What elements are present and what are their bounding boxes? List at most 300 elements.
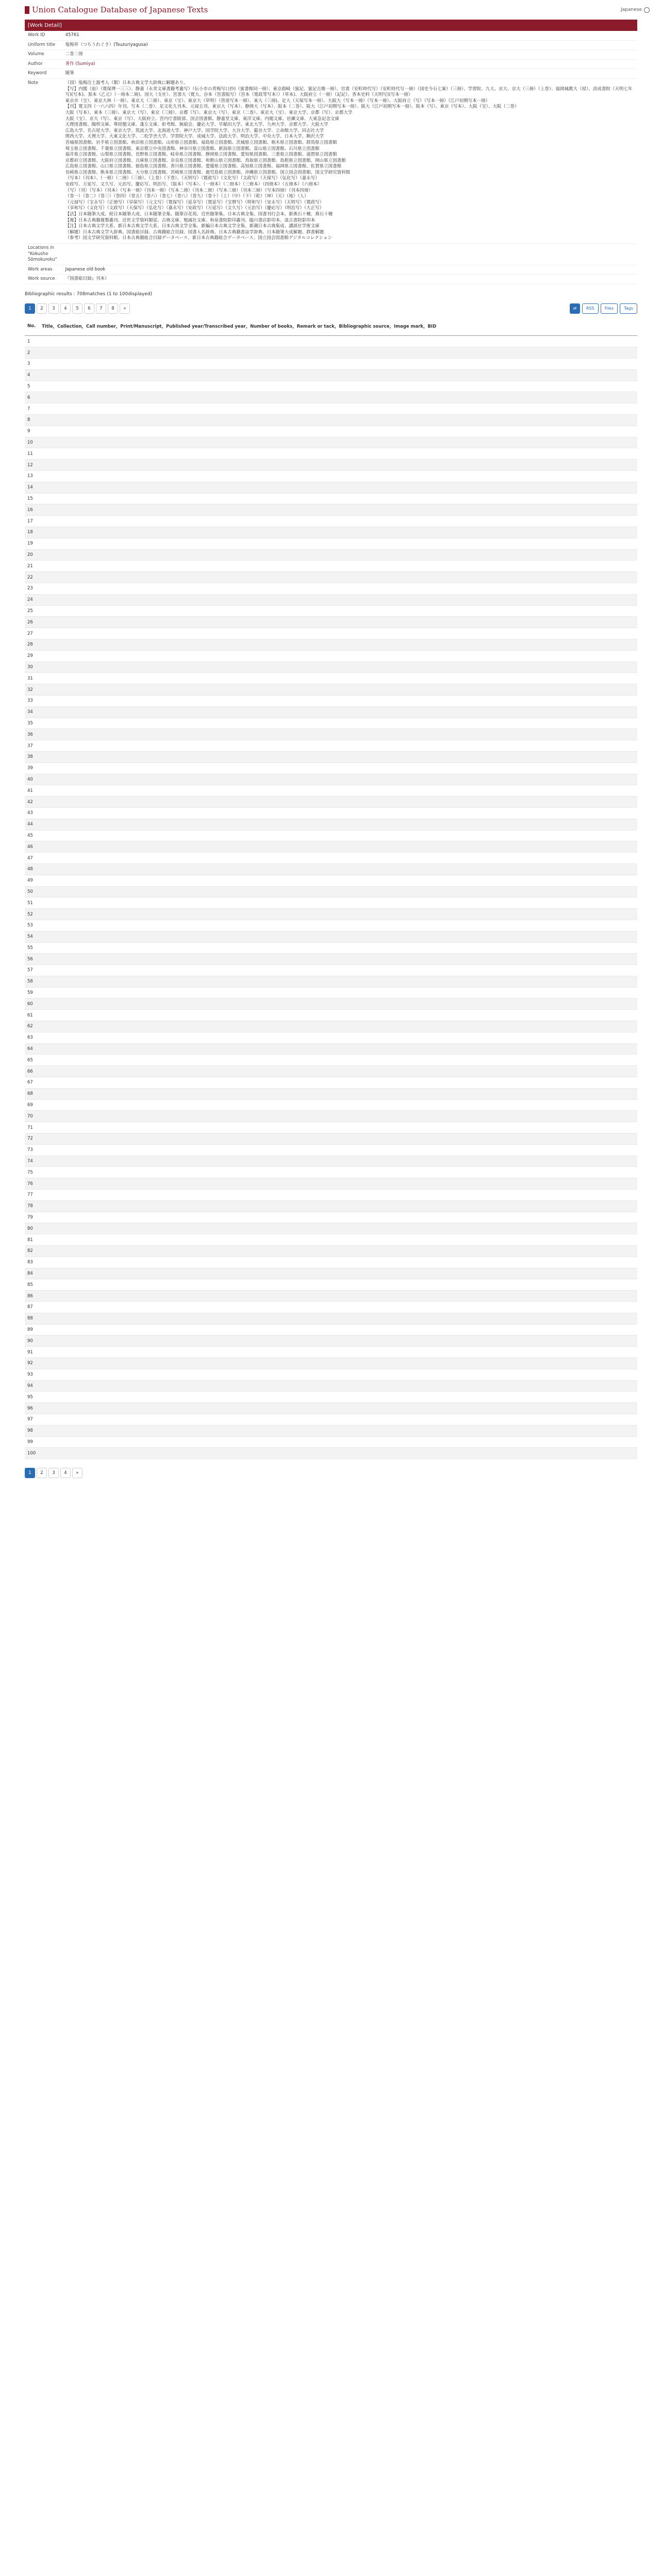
result-row[interactable]	[25, 605, 637, 617]
result-row[interactable]	[25, 504, 637, 516]
result-description[interactable]	[39, 561, 637, 572]
result-description[interactable]	[39, 998, 637, 1010]
result-row[interactable]	[25, 1234, 637, 1246]
result-description[interactable]	[39, 538, 637, 549]
result-row[interactable]	[25, 1279, 637, 1291]
page-link[interactable]: 3	[48, 1468, 59, 1478]
result-row[interactable]	[25, 718, 637, 729]
result-row[interactable]	[25, 662, 637, 673]
result-number: 15	[25, 493, 39, 504]
results-summary: Bibliographic results : 708matches (1 to 100displayed)	[25, 291, 153, 297]
work-value: 随筆	[60, 69, 637, 79]
page-link[interactable]: 2	[37, 303, 47, 314]
result-number: 82	[25, 1246, 39, 1257]
result-row[interactable]	[25, 437, 637, 448]
result-description[interactable]	[39, 1268, 637, 1279]
result-description[interactable]	[39, 572, 637, 583]
result-row[interactable]	[25, 673, 637, 684]
locations-value	[60, 244, 637, 265]
result-number: 70	[25, 1111, 39, 1122]
result-description[interactable]	[39, 448, 637, 460]
result-number: 32	[25, 684, 39, 696]
result-description[interactable]	[39, 1380, 637, 1392]
result-description[interactable]	[39, 863, 637, 875]
result-description[interactable]	[39, 796, 637, 808]
result-description[interactable]	[39, 1291, 637, 1302]
result-row[interactable]	[25, 965, 637, 976]
page-link[interactable]: 3	[48, 303, 59, 314]
result-row[interactable]	[25, 954, 637, 965]
result-number: 31	[25, 673, 39, 684]
result-description[interactable]	[39, 381, 637, 392]
page-link[interactable]: 8	[108, 303, 118, 314]
result-row[interactable]	[25, 1099, 637, 1111]
result-row[interactable]	[25, 807, 637, 819]
result-row[interactable]	[25, 909, 637, 920]
result-row[interactable]	[25, 426, 637, 437]
result-row[interactable]	[25, 415, 637, 426]
result-description[interactable]	[39, 460, 637, 471]
result-row[interactable]	[25, 920, 637, 931]
result-number: 23	[25, 583, 39, 595]
result-row[interactable]	[25, 796, 637, 808]
result-description[interactable]	[39, 1144, 637, 1156]
result-description[interactable]	[39, 774, 637, 785]
result-row[interactable]	[25, 897, 637, 909]
result-number: 34	[25, 706, 39, 718]
result-row[interactable]	[25, 1448, 637, 1459]
result-row[interactable]	[25, 1212, 637, 1223]
result-description[interactable]	[39, 841, 637, 853]
result-number: 87	[25, 1302, 39, 1313]
result-description[interactable]	[39, 1313, 637, 1324]
page-link[interactable]: 5	[72, 303, 82, 314]
result-row[interactable]	[25, 628, 637, 639]
result-description[interactable]	[39, 482, 637, 493]
result-row[interactable]	[25, 1369, 637, 1380]
result-row[interactable]	[25, 336, 637, 347]
result-description[interactable]	[39, 1088, 637, 1099]
col-no: No.	[25, 316, 39, 336]
result-row[interactable]	[25, 684, 637, 696]
result-row[interactable]	[25, 751, 637, 762]
result-row[interactable]	[25, 516, 637, 527]
result-description[interactable]	[39, 617, 637, 628]
result-row[interactable]	[25, 1436, 637, 1448]
result-row[interactable]	[25, 639, 637, 650]
result-row[interactable]	[25, 1043, 637, 1055]
result-description[interactable]	[39, 493, 637, 504]
result-number: 85	[25, 1279, 39, 1291]
result-number: 42	[25, 796, 39, 808]
result-number: 77	[25, 1190, 39, 1201]
result-description[interactable]	[39, 1223, 637, 1234]
result-row[interactable]	[25, 1313, 637, 1324]
result-description[interactable]	[39, 1436, 637, 1448]
page-link[interactable]: 1	[25, 303, 35, 314]
result-number: 92	[25, 1358, 39, 1369]
result-description[interactable]	[39, 1347, 637, 1358]
page-link[interactable]: 7	[96, 303, 106, 314]
result-number: 65	[25, 1055, 39, 1066]
result-number: 98	[25, 1425, 39, 1436]
result-description[interactable]	[39, 504, 637, 516]
format-rss-button[interactable]: RSS	[582, 303, 599, 314]
result-row[interactable]	[25, 1358, 637, 1369]
result-description[interactable]	[39, 1055, 637, 1066]
result-description[interactable]	[39, 1358, 637, 1369]
next-page-button[interactable]: »	[72, 1468, 82, 1478]
result-row[interactable]	[25, 381, 637, 392]
format-tags-button[interactable]: Tags	[620, 303, 637, 314]
result-row[interactable]	[25, 1111, 637, 1122]
result-row[interactable]	[25, 561, 637, 572]
result-number: 1	[25, 336, 39, 347]
result-description[interactable]	[39, 1279, 637, 1291]
site-brand[interactable]	[25, 5, 208, 14]
result-description[interactable]	[39, 1257, 637, 1268]
result-number: 66	[25, 1066, 39, 1077]
result-row[interactable]	[25, 549, 637, 561]
result-description[interactable]	[39, 594, 637, 605]
result-row[interactable]	[25, 1324, 637, 1335]
result-row[interactable]	[25, 1021, 637, 1032]
result-description[interactable]	[39, 583, 637, 595]
result-description[interactable]	[39, 740, 637, 752]
result-row[interactable]	[25, 774, 637, 785]
result-row[interactable]	[25, 1223, 637, 1234]
result-row[interactable]	[25, 1144, 637, 1156]
result-number: 30	[25, 662, 39, 673]
result-row[interactable]	[25, 448, 637, 460]
result-description[interactable]	[39, 662, 637, 673]
result-description[interactable]	[39, 1212, 637, 1223]
notes-line: （元禄写）（宝永写）（正徳写）（享保写）（元文写）（寛保写）（延享写）（寛延写）（宝暦写）（明和写）（安永写）（天明写）（寛政写）	[65, 199, 324, 205]
format-files-button[interactable]: Files	[601, 303, 618, 314]
result-row[interactable]	[25, 583, 637, 595]
result-description[interactable]	[39, 336, 637, 347]
result-description[interactable]	[39, 1077, 637, 1089]
result-description[interactable]	[39, 1010, 637, 1021]
result-row[interactable]	[25, 695, 637, 706]
result-row[interactable]	[25, 931, 637, 942]
result-description[interactable]	[39, 516, 637, 527]
notes-row	[25, 78, 637, 243]
result-row[interactable]	[25, 1077, 637, 1089]
result-description[interactable]	[39, 471, 637, 482]
share-icon[interactable]: ⇄	[570, 303, 580, 314]
result-number: 9	[25, 426, 39, 437]
result-description[interactable]	[39, 785, 637, 796]
result-description[interactable]	[39, 1369, 637, 1380]
result-description[interactable]	[39, 1156, 637, 1167]
result-row[interactable]	[25, 1088, 637, 1099]
result-number: 90	[25, 1335, 39, 1347]
result-row[interactable]	[25, 493, 637, 504]
result-description[interactable]	[39, 650, 637, 662]
notes-line: （参考）国文学研究資料館、日本古典籍総合目録データベース、新日本古典籍総合データベース、国立国会図書館デジタルコレクション	[65, 235, 332, 241]
result-description[interactable]	[39, 1099, 637, 1111]
work-detail-header	[25, 20, 637, 31]
result-number: 52	[25, 909, 39, 920]
result-number: 72	[25, 1133, 39, 1145]
result-description[interactable]	[39, 1178, 637, 1190]
result-number: 86	[25, 1291, 39, 1302]
result-description[interactable]	[39, 1066, 637, 1077]
result-description[interactable]	[39, 909, 637, 920]
result-number: 20	[25, 549, 39, 561]
result-row[interactable]	[25, 594, 637, 605]
format-buttons	[570, 303, 637, 314]
result-description[interactable]	[39, 1335, 637, 1347]
result-description[interactable]	[39, 1021, 637, 1032]
result-number: 95	[25, 1392, 39, 1403]
result-number: 40	[25, 774, 39, 785]
result-row[interactable]	[25, 1167, 637, 1178]
result-row[interactable]	[25, 875, 637, 886]
result-description[interactable]	[39, 1246, 637, 1257]
result-description[interactable]	[39, 369, 637, 381]
result-row[interactable]	[25, 886, 637, 897]
result-description[interactable]	[39, 942, 637, 954]
result-description[interactable]	[39, 639, 637, 650]
result-description[interactable]	[39, 403, 637, 415]
result-number: 27	[25, 628, 39, 639]
result-number: 54	[25, 931, 39, 942]
result-number: 76	[25, 1178, 39, 1190]
result-number: 53	[25, 920, 39, 931]
result-description[interactable]	[39, 819, 637, 830]
result-row[interactable]	[25, 1010, 637, 1021]
result-description[interactable]	[39, 1403, 637, 1414]
notes-value	[60, 78, 637, 243]
result-number: 16	[25, 504, 39, 516]
result-row[interactable]	[25, 1291, 637, 1302]
result-row[interactable]	[25, 538, 637, 549]
result-row[interactable]	[25, 1257, 637, 1268]
language-switch[interactable]	[621, 7, 650, 13]
result-row[interactable]	[25, 863, 637, 875]
result-description[interactable]	[39, 1448, 637, 1459]
result-number: 68	[25, 1088, 39, 1099]
notes-line: 【刊】寛文四（一六六四）年刊、写本（二巻）、足文化九刊本、元禄五刊、東京大（写本）、静岡大（写本）、阪本（二巻）、阪大（江戸初期写本一冊）、阪大（江戸初期写本一冊）、阪本（写）、東京（写本）、大阪（宝）、大阪（二巻）	[65, 104, 519, 110]
page-link[interactable]: 6	[84, 303, 94, 314]
notes-line: 京都府立図書館、大阪府立図書館、兵庫県立図書館、奈良県立図書館、和歌山県立図書館、鳥取県立図書館、島根県立図書館、岡山県立図書館	[65, 158, 346, 163]
result-description[interactable]	[39, 706, 637, 718]
result-row[interactable]	[25, 347, 637, 359]
result-number: 62	[25, 1021, 39, 1032]
result-row[interactable]	[25, 460, 637, 471]
result-description[interactable]	[39, 392, 637, 403]
result-row[interactable]	[25, 785, 637, 796]
result-description[interactable]	[39, 1392, 637, 1403]
result-description[interactable]	[39, 807, 637, 819]
page-link[interactable]: 1	[25, 1468, 35, 1478]
result-row[interactable]	[25, 359, 637, 370]
result-row[interactable]	[25, 1156, 637, 1167]
result-row[interactable]	[25, 976, 637, 987]
result-row[interactable]	[25, 830, 637, 841]
work-source-key: Work source	[25, 275, 60, 284]
result-row[interactable]	[25, 1122, 637, 1133]
result-row[interactable]	[25, 819, 637, 830]
result-row[interactable]	[25, 1055, 637, 1066]
work-key: Keyword	[25, 69, 60, 79]
result-number: 89	[25, 1324, 39, 1335]
result-number: 33	[25, 695, 39, 706]
result-description[interactable]	[39, 684, 637, 696]
result-row[interactable]	[25, 1392, 637, 1403]
result-row[interactable]	[25, 1190, 637, 1201]
result-number: 59	[25, 987, 39, 998]
result-number: 56	[25, 954, 39, 965]
work-areas-row	[25, 265, 637, 275]
result-description[interactable]	[39, 1414, 637, 1425]
result-row[interactable]	[25, 1414, 637, 1425]
result-row[interactable]	[25, 650, 637, 662]
result-number: 51	[25, 897, 39, 909]
result-description[interactable]	[39, 875, 637, 886]
result-description[interactable]	[39, 853, 637, 864]
result-description[interactable]	[39, 1133, 637, 1145]
notes-line: 天理図書館、陽明文庫、尊経閣文庫、蓬左文庫、彰考館、無窮会、慶応大学、早稲田大学、東北大学、九州大学、京都大学、大阪大学	[65, 122, 328, 128]
result-row[interactable]	[25, 841, 637, 853]
result-row[interactable]	[25, 1302, 637, 1313]
result-row[interactable]	[25, 853, 637, 864]
result-row[interactable]	[25, 1200, 637, 1212]
result-number: 19	[25, 538, 39, 549]
result-description[interactable]	[39, 549, 637, 561]
result-description[interactable]	[39, 415, 637, 426]
work-value[interactable]: 著作 (Sumiya)	[60, 59, 637, 69]
work-value: 二巻二冊	[60, 50, 637, 60]
result-number: 50	[25, 886, 39, 897]
page-link[interactable]: 4	[60, 303, 71, 314]
result-description[interactable]	[39, 751, 637, 762]
result-row[interactable]	[25, 1335, 637, 1347]
result-row[interactable]	[25, 1347, 637, 1358]
result-number: 46	[25, 841, 39, 853]
notes-line: 東京市（宝）、東京大林（一冊）、東京大（三冊）、東京（宝）、東京大（草明）（管道写本一冊）、東大（三冊)、足大（天保写本一冊）、大阪大（写本一冊）（写本一冊）、大阪府立（写）（写本一冊）（江戸初期写本一冊）	[65, 98, 490, 104]
notes-line: （解題）日本古典文学大辞典、国書総目録、古典籍総合目録、国書人名辞典、日本古典籍書誌学辞典、日本随筆大成解題、群書解題	[65, 229, 324, 235]
result-row[interactable]	[25, 729, 637, 740]
next-page-button[interactable]: »	[120, 303, 130, 314]
result-description[interactable]	[39, 954, 637, 965]
notes-line: 大阪（宝）、京大（写）、東京（写）、大阪府立、宮内庁書陵部、国会図書館、静嘉堂文庫、東洋文庫、内閣文庫、岩瀬文庫、大東急記念文庫	[65, 116, 339, 122]
pagination-top	[25, 301, 637, 316]
result-row[interactable]	[25, 617, 637, 628]
page-link[interactable]: 4	[60, 1468, 71, 1478]
work-key: Uniform title	[25, 40, 60, 50]
result-row[interactable]	[25, 1380, 637, 1392]
result-row[interactable]	[25, 987, 637, 998]
result-row[interactable]	[25, 1246, 637, 1257]
result-description[interactable]	[39, 965, 637, 976]
result-description[interactable]	[39, 673, 637, 684]
work-value: 塩梅草（つちうれぐさ）(Tsuzuriyagusa)	[60, 40, 637, 50]
result-row[interactable]	[25, 942, 637, 954]
result-description[interactable]	[39, 1122, 637, 1133]
result-description[interactable]	[39, 987, 637, 998]
result-description[interactable]	[39, 628, 637, 639]
result-description[interactable]	[39, 1234, 637, 1246]
result-row[interactable]	[25, 1425, 637, 1436]
result-description[interactable]	[39, 527, 637, 538]
result-number: 5	[25, 381, 39, 392]
page-link[interactable]: 2	[37, 1468, 47, 1478]
result-number: 45	[25, 830, 39, 841]
result-row[interactable]	[25, 740, 637, 752]
result-number: 7	[25, 403, 39, 415]
notes-line: （写）（刊）（写本）（刊本）（写本一冊）（刊本一冊）（写本二冊）（刊本二冊）（写本三冊）（刊本三冊）（写本四冊）（刊本四冊）	[65, 188, 313, 193]
result-row[interactable]	[25, 1066, 637, 1077]
result-number: 63	[25, 1032, 39, 1043]
result-description[interactable]	[39, 605, 637, 617]
result-description[interactable]	[39, 1111, 637, 1122]
result-row[interactable]	[25, 1403, 637, 1414]
result-row[interactable]	[25, 1178, 637, 1190]
result-description[interactable]	[39, 718, 637, 729]
result-description[interactable]	[39, 920, 637, 931]
result-description[interactable]	[39, 1200, 637, 1212]
result-row[interactable]	[25, 471, 637, 482]
result-number: 97	[25, 1414, 39, 1425]
result-number: 13	[25, 471, 39, 482]
work-areas-key: Work areas	[25, 265, 60, 275]
work-row	[25, 31, 637, 40]
result-number: 94	[25, 1380, 39, 1392]
result-number: 14	[25, 482, 39, 493]
result-row[interactable]	[25, 392, 637, 403]
result-number: 28	[25, 639, 39, 650]
result-number: 74	[25, 1156, 39, 1167]
result-description[interactable]	[39, 886, 637, 897]
result-description[interactable]	[39, 1190, 637, 1201]
result-description[interactable]	[39, 830, 637, 841]
result-description[interactable]	[39, 695, 637, 706]
result-description[interactable]	[39, 347, 637, 359]
work-areas-value: Japanese old book	[60, 265, 637, 275]
result-description[interactable]	[39, 976, 637, 987]
result-description[interactable]	[39, 1324, 637, 1335]
result-description[interactable]	[39, 1302, 637, 1313]
top-bar	[0, 0, 662, 20]
result-row[interactable]	[25, 572, 637, 583]
result-description[interactable]	[39, 426, 637, 437]
result-row[interactable]	[25, 403, 637, 415]
result-number: 12	[25, 460, 39, 471]
result-description[interactable]	[39, 729, 637, 740]
result-description[interactable]	[39, 897, 637, 909]
result-row[interactable]	[25, 998, 637, 1010]
result-row[interactable]	[25, 369, 637, 381]
result-description[interactable]	[39, 1425, 637, 1436]
result-row[interactable]	[25, 482, 637, 493]
result-description[interactable]	[39, 1043, 637, 1055]
result-row[interactable]	[25, 1133, 637, 1145]
result-row[interactable]	[25, 762, 637, 774]
result-row[interactable]	[25, 706, 637, 718]
result-description[interactable]	[39, 437, 637, 448]
result-row[interactable]	[25, 527, 637, 538]
result-description[interactable]	[39, 931, 637, 942]
result-description[interactable]	[39, 1167, 637, 1178]
result-description[interactable]	[39, 1032, 637, 1043]
result-description[interactable]	[39, 762, 637, 774]
result-description[interactable]	[39, 359, 637, 370]
result-row[interactable]	[25, 1268, 637, 1279]
result-row[interactable]	[25, 1032, 637, 1043]
